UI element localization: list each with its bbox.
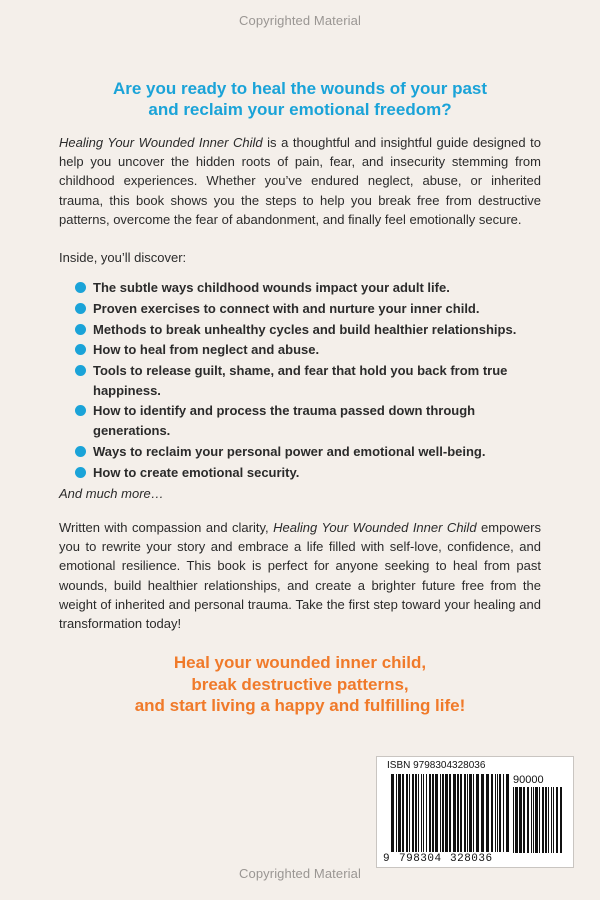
tagline-line-1: Heal your wounded inner child,	[173, 653, 427, 672]
bullet-dot-icon	[75, 282, 86, 293]
bullet-dot-icon	[75, 324, 86, 335]
list-item	[75, 442, 555, 462]
barcode-digits-right: 328036	[450, 853, 493, 865]
closing-text: empowers you to rewrite your story and embrace a life filled with self-love, confidence, and emotional resilience. This book is perfect for anyone seeking to heal from past wounds, build healthier relationships, and create a brighter future free from the weight of inherited and personal trauma. Take the first step toward your healing and transformation today!	[59, 520, 542, 632]
list-item	[75, 401, 555, 440]
heading-line-2: and reclaim your emotional freedom?	[148, 100, 452, 119]
list-item	[75, 361, 555, 400]
tagline-line-3: and start living a happy and fulfilling life!	[134, 696, 466, 715]
book-title-italic: Healing Your Wounded Inner Child	[59, 135, 263, 150]
list-item-text: Proven exercises to connect with and nurture your inner child.	[93, 300, 480, 316]
list-item-text: How to identify and process the trauma passed down through generations.	[93, 403, 476, 438]
copyright-watermark-bottom: Copyrighted Material	[239, 866, 361, 881]
tagline	[0, 652, 600, 717]
cover-heading	[0, 78, 600, 120]
intro-paragraph	[59, 133, 541, 229]
isbn-barcode	[376, 756, 574, 868]
heading-line-1: Are you ready to heal the wounds of your past	[112, 79, 488, 98]
list-item-text: Tools to release guilt, shame, and fear that hold you back from true happiness.	[93, 363, 508, 398]
intro-text: is a thoughtful and insightful guide designed to help you uncover the hidden roots of pain, fear, and insecurity stemming from childhood experiences. Whether you’ve endured neglect, abuse, or inherited trauma, this book shows you the steps to help you break free from destructive patterns, overcome the fear of abandonment, and finally feel emotionally secure.	[59, 135, 541, 227]
discover-list	[75, 278, 555, 483]
bullet-dot-icon	[75, 405, 86, 416]
list-item-text: The subtle ways childhood wounds impact your adult life.	[93, 280, 450, 295]
bullet-dot-icon	[75, 344, 86, 355]
and-much-more: And much more…	[59, 486, 164, 501]
closing-prefix: Written with compassion and clarity,	[59, 520, 274, 535]
barcode-bars-graphic	[391, 774, 509, 852]
closing-paragraph	[59, 518, 541, 633]
list-item	[75, 320, 555, 340]
copyright-watermark-top: Copyrighted Material	[239, 13, 361, 28]
list-item-text: How to create emotional security.	[93, 464, 300, 480]
bullet-dot-icon	[75, 467, 86, 478]
bullet-dot-icon	[75, 365, 86, 376]
inside-label: Inside, you’ll discover:	[59, 250, 187, 265]
list-item	[75, 299, 555, 319]
list-item	[75, 278, 555, 298]
tagline-line-2: break destructive patterns,	[191, 674, 409, 694]
list-item-text: How to heal from neglect and abuse.	[93, 342, 320, 358]
list-item-text: Ways to reclaim your personal power and emotional well-being.	[93, 443, 486, 459]
bullet-dot-icon	[75, 446, 86, 457]
list-item-text: Methods to break unhealthy cycles and build healthier relationships.	[93, 321, 517, 337]
book-title-italic: Healing Your Wounded Inner Child	[273, 520, 477, 535]
price-code: 90000	[513, 774, 544, 786]
list-item	[75, 463, 555, 483]
price-barcode-bars-graphic	[513, 787, 565, 853]
barcode-digit-first: 9	[383, 853, 391, 865]
barcode-digits-left: 798304	[399, 853, 442, 865]
bullet-dot-icon	[75, 303, 86, 314]
list-item	[75, 340, 555, 360]
isbn-label: ISBN 9798304328036	[387, 760, 486, 771]
